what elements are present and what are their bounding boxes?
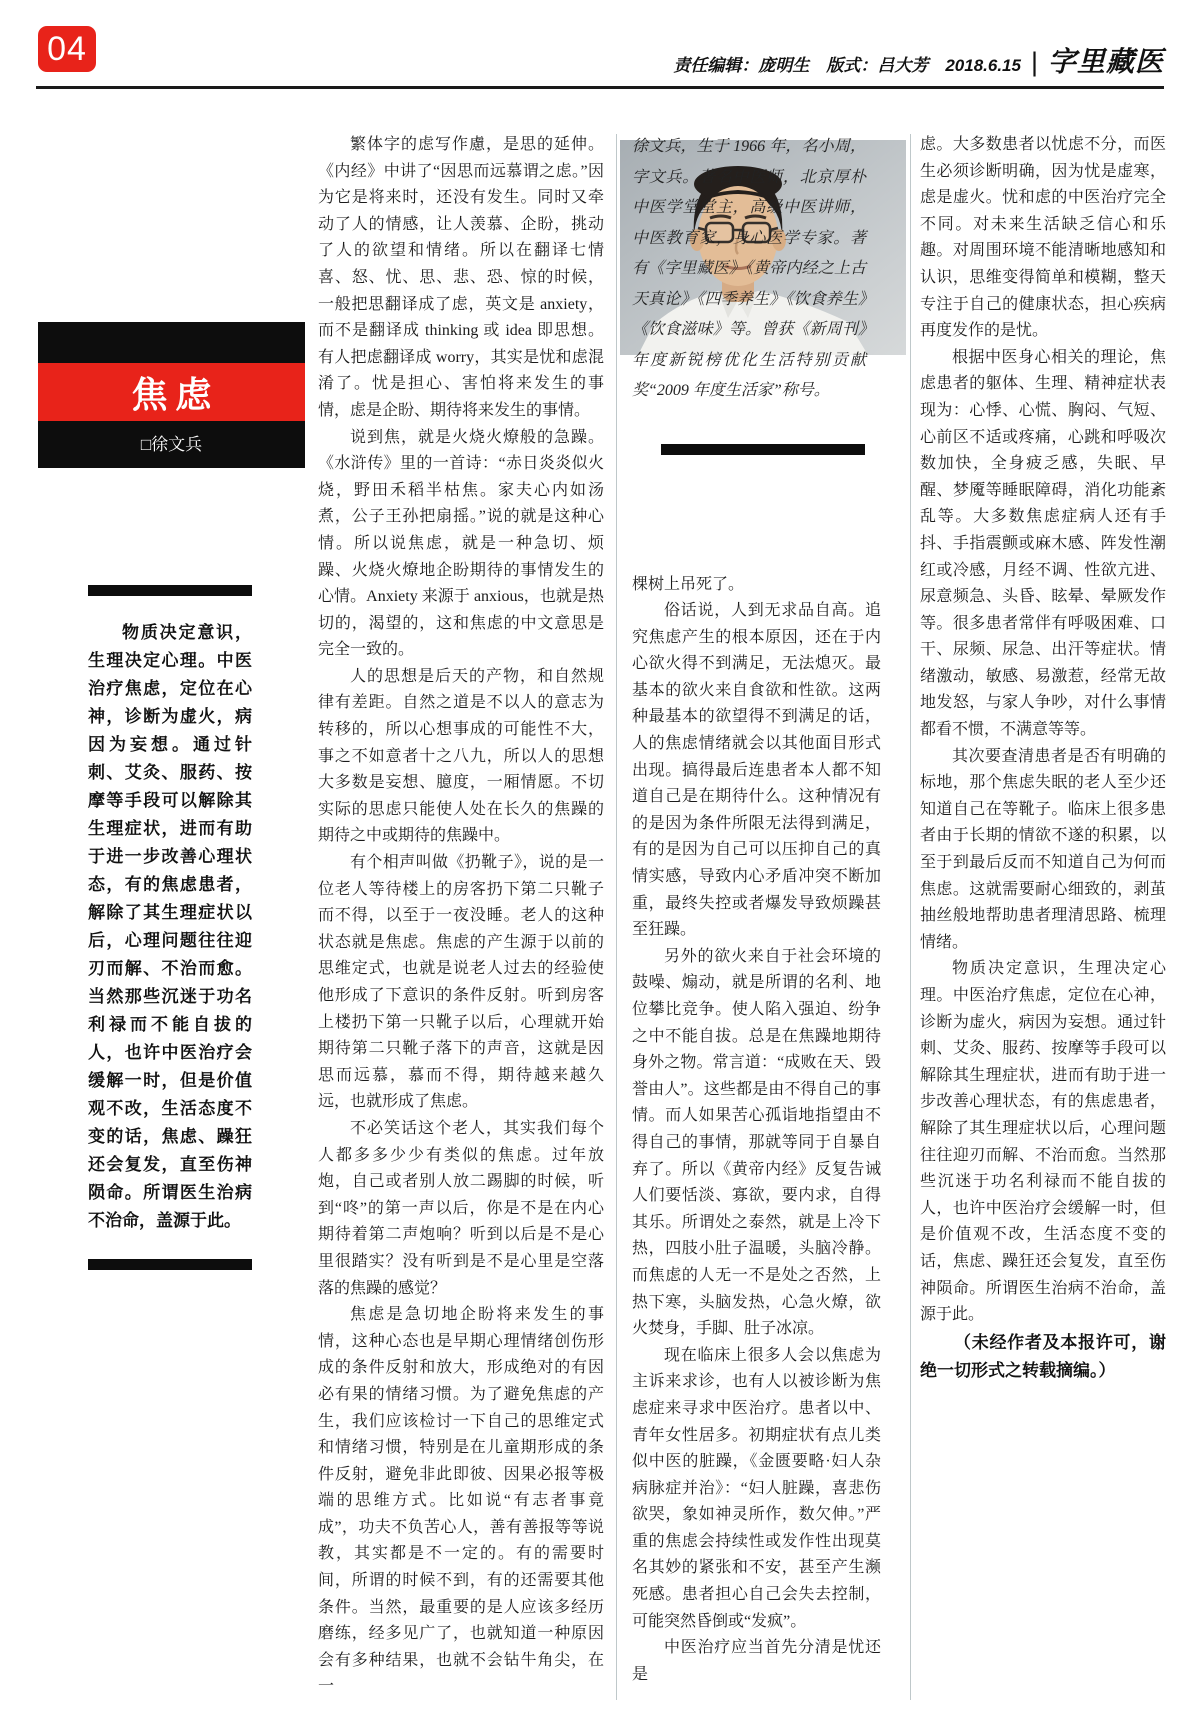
column-2-body (632, 572, 881, 1689)
photo-caption: 徐文兵，生于 1966 年，名小周，字文兵。著名中医师，北京厚朴中医学堂堂主，高级中医讲师，中医教育家，身心医学专家。著有《字里藏医》《黄帝内经之上古天真论》《四季养生》《饮食养生》《饮食滋味》等。曾获《新周刊》年度新锐榜优化生活特别贡献奖“2009 年度生活家”称号。 (632, 138, 866, 399)
page-number: 04 (47, 29, 87, 68)
masthead (673, 40, 1164, 80)
header-rule (36, 86, 1164, 89)
paragraph: 物质决定意识，生理决定心理。中医治疗焦虑，定位在心神，诊断为虚火，病因为妄想。通过针刺、艾灸、服药、按摩等手段可以解除其生理症状，进而有助于进一步改善心理状态，有的焦虑患者，解除了其生理症状以后，心理问题往往迎刃而解、不治而愈。当然那些沉迷于功名利禄而不能自拔的人，也许中医治疗会缓解一时，但是价值观不改，生活态度不变的话，焦虑、躁狂还会复发，直至伤神陨命。所谓医生治病不治命，盖源于此。 (920, 960, 1166, 1324)
paragraph: 其次要查清患者是否有明确的标地，那个焦虑失眠的老人至少还知道自己在等靴子。临床上很多患者由于长期的情欲不遂的积累，以至于到最后反而不知道自己为何而焦虑。这就需要耐心细致的，剥茧抽丝般地帮助患者理清思路、梳理情绪。 (920, 747, 1166, 951)
article-title: 焦虑 (131, 374, 220, 415)
column-3-body (920, 132, 1166, 1329)
paragraph: 根据中医身心相关的理论，焦虑患者的躯体、生理、精神症状表现为：心悸、心慌、胸闷、气短、心前区不适或疼痛，心跳和呼吸次数加快，全身疲乏感，失眠、早醒、梦魇等睡眠障碍，消化功能紊乱等。大多数焦虑症病人还有手抖、手指震颤或麻木感、阵发性潮红或冷感，月经不调、性欲亢进、尿意频急、头昏、眩晕、晕厥发作等。很多患者常伴有呼吸困难、口干、尿频、尿急、出汗等症状。情绪激动，敏感、易激惹，经常无故地发怒，与家人争吵，对什么事情都看不惯，不满意等等。 (920, 348, 1166, 739)
reprint-notice: （未经作者及本报许可，谢绝一切形式之转载摘编。） (920, 1332, 1166, 1380)
article-column-2 (632, 132, 881, 1715)
paragraph: 现在临床上很多人会以焦虑为主诉来求诊，也有人以被诊断为焦虑症来寻求中医治疗。患者以中、青年女性居多。初期症状有点儿类似中医的脏躁，《金匮要略·妇人杂病脉症并治》：“妇人脏躁，喜悲伤欲哭，象如神灵所作，数欠伸。”严重的焦虑会持续性或发作性出现莫名其妙的紧张和不安，甚至产生濒死感。患者担心自己会失去控制，可能突然昏倒或“发疯”。 (632, 1346, 881, 1630)
paragraph: 繁体字的虑写作慮，是思的延伸。《内经》中讲了“因思而远慕谓之虑。”因为它是将来时，还没有发生。同时又牵动了人的情感，让人羡慕、企盼，挑动了人的欲望和情绪。所以在翻译七情喜、怒、忧、思、悲、恐、惊的时候，一般把思翻译成了虑，英文是 anxiety，而不是翻译成 thinking 或 idea 即思想。有人把虑翻译成 worry，其实是忧和虑混淆了。忧是担心、害怕将来发生的事情，虑是企盼、期待将来发生的事情。 (318, 136, 604, 419)
section-title: 字里藏医 (1047, 46, 1164, 77)
article-column-1 (318, 132, 604, 1715)
masthead-divider: | (1030, 47, 1038, 77)
pull-quote-block (88, 585, 252, 1270)
paragraph: 虑。大多数患者以忧虑不分，而医生必须诊断明确，因为忧是虚寒，虑是虚火。忧和虑的中医治疗完全不同。对未来生活缺乏信心和乐趣。对周围环境不能清晰地感知和认识，思维变得简单和模糊，整天专注于自己的健康状态，担心疾病再度发作的是忧。 (920, 136, 1166, 340)
page-number-badge (38, 26, 96, 72)
article-column-3 (920, 132, 1166, 1715)
paragraph: 有个相声叫做《扔靴子》，说的是一位老人等待楼上的房客扔下第二只靴子而不得，以至于一夜没睡。老人的这种状态就是焦虑。焦虑的产生源于以前的思维定式，也就是说老人过去的经验使他形成了下意识的条件反射。听到房客上楼扔下第一只靴子以后，心理就开始期待第二只靴子落下的声音，这就是因思而远慕，慕而不得，期待越来越久远，也就形成了焦虑。 (318, 854, 604, 1111)
paragraph: 焦虑是急切地企盼将来发生的事情，这种心态也是早期心理情绪创伤形成的条件反射和放大，形成绝对的有因必有果的情绪习惯。为了避免焦虑的产生，我们应该检讨一下自己的思维定式和情绪习惯，特别是在儿童期形成的条件反射，避免非此即彼、因果必报等极端的思维方式。比如说“有志者事竟成”，功夫不负苦心人，善有善报等等说教，其实都是不一定的。有的需要时间，所谓的时候不到，有的还需要其他条件。当然，最重要的是人应该多经历磨练，经多见广了，也就知道一种原因会有多种结果，也就不会钻牛角尖，在一 (318, 1306, 604, 1696)
article-title-box (38, 322, 305, 468)
title-red-band (38, 363, 305, 421)
caption-divider-bar (661, 444, 865, 455)
pull-quote-bottom-bar (88, 1259, 252, 1270)
paragraph: 说到焦，就是火烧火燎般的急躁。《水浒传》里的一首诗：“赤日炎炎似火烧，野田禾稻半枯焦。家夫心内如汤煮，公子王孙把扇摇。”说的就是这种心情。所以说焦虑，就是一种急切、烦躁、火烧火燎地企盼期待的事情发生的心情。Anxiety 来源于 anxious，也就是热切的，渴望的，这和焦虑的中文意思是完全一致的。 (318, 428, 604, 659)
paragraph: 俗话说，人到无求品自高。追究焦虑产生的根本原因，还在于内心欲火得不到满足，无法熄灭。最基本的欲火来自食欲和性欲。这两种最基本的欲望得不到满足的话，人的焦虑情绪就会以其他面目形式出现。搞得最后连患者本人都不知道自己是在期待什么。这种情况有的是因为条件所限无法得到满足，有的是因为自己可以压抑自己的真情实感，导致内心矛盾冲突不断加重，最终失控或者爆发导致烦躁甚至狂躁。 (632, 602, 881, 939)
column-rule-2 (910, 134, 911, 1700)
pull-quote-top-bar (88, 585, 252, 596)
paragraph: 不必笑话这个老人，其实我们每个人都多多少少有类似的焦虑。过年放炮，自己或者别人放二踢脚的时候，听到“咚”的第一声以后，你是不是在内心期待着第二声炮响？听到以后是不是心里很踏实？没有听到是不是心里是空落落的焦躁的感觉？ (318, 1119, 604, 1297)
paragraph: 另外的欲火来自于社会环境的鼓噪、煽动，就是所谓的名利、地位攀比竞争。使人陷入强迫、纷争之中不能自拔。总是在焦躁地期待身外之物。常言道：“成败在天、毁誉由人”。这些都是由不得自己的事情。而人如果苦心孤诣地指望由不得自己的事情，那就等同于自暴自弃了。所以《黄帝内经》反复告诫人们要恬淡、寡欲，要内求，自得其乐。所谓处之泰然，就是上冷下热，四肢小肚子温暖，头脑冷静。而焦虑的人无一不是处之否然，上热下寒，头脑发热，心急火燎，欲火焚身，手脚、肚子冰凉。 (632, 947, 881, 1338)
paragraph: 中医治疗应当首先分清是忧还是 (632, 1639, 881, 1683)
paragraph: 人的思想是后天的产物，和自然规律有差距。自然之道是不以人的意志为转移的，所以心想事成的可能性不大，事之不如意者十之八九，所以人的思想大多数是妄想、臆度，一厢情愿。不切实际的思虑只能使人处在长久的焦躁的期待之中或期待的焦躁中。 (318, 667, 604, 845)
pull-quote-text: 物质决定意识，生理决定心理。中医治疗焦虑，定位在心神，诊断为虚火，病因为妄想。通过针刺、艾灸、服药、按摩等手段可以解除其生理症状，进而有助于进一步改善心理状态，有的焦虑患者，解除了其生理症状以后，心理问题往往迎刃而解、不治而愈。当然那些沉迷于功名利禄而不能自拔的人，也许中医治疗会缓解一时，但是价值观不改，生活态度不变的话，焦虑、躁狂还会复发，直至伤神陨命。所谓医生治病不治命，盖源于此。 (88, 623, 252, 1230)
article-byline: □徐文兵 (140, 435, 203, 454)
paragraph: 棵树上吊死了。 (632, 575, 745, 593)
editors-line: 责任编辑：庞明生 版式：吕大芳 2018.6.15 (673, 56, 1021, 75)
column-rule-1 (616, 134, 617, 1700)
